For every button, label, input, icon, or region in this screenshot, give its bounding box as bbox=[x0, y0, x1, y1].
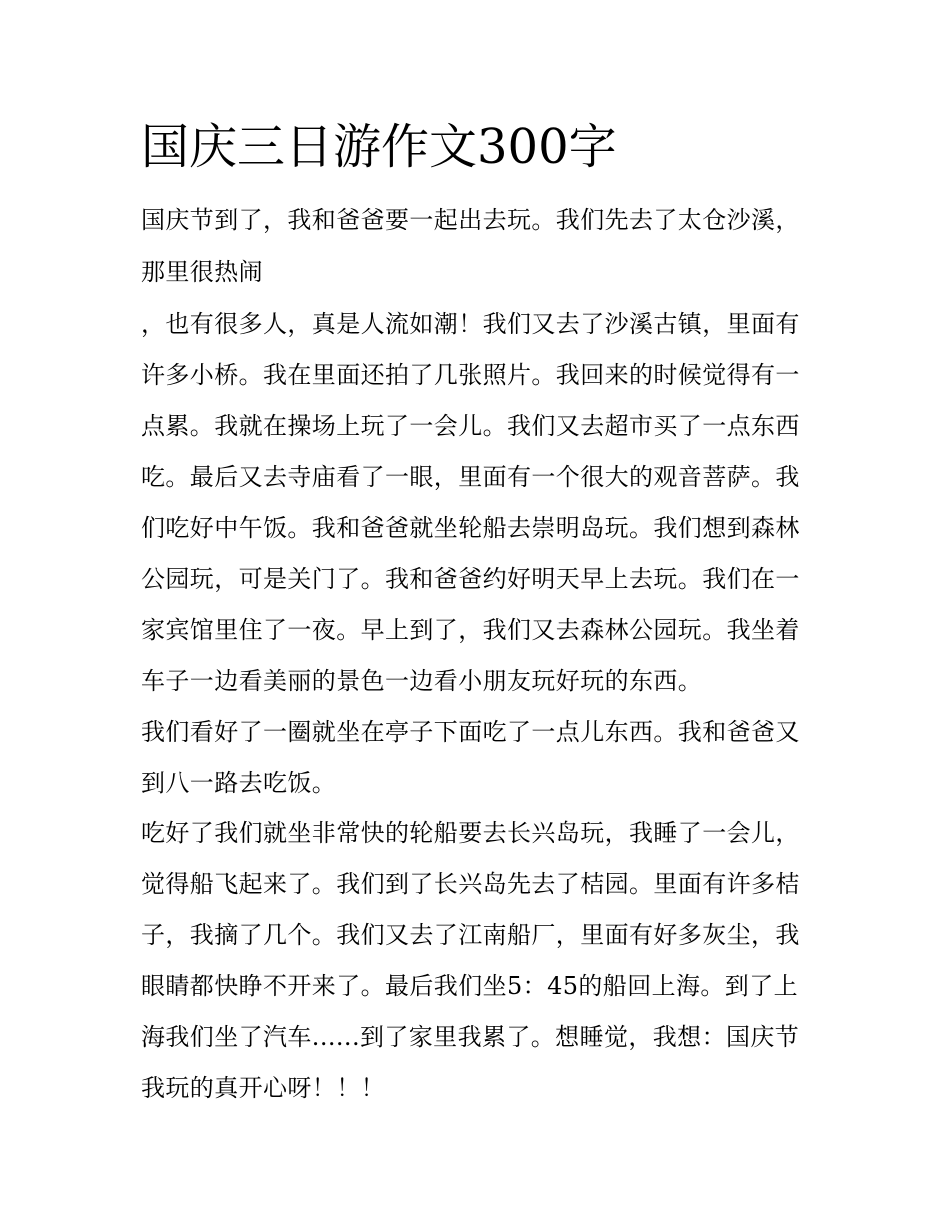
text-line: 我玩的真开心呀！！！ bbox=[141, 1074, 385, 1102]
text-line: 那里很热闹 bbox=[141, 258, 263, 286]
text-line: 家宾馆里住了一夜。早上到了，我们又去森林公园玩。我坐着 bbox=[141, 616, 800, 644]
text-line: 吃好了我们就坐非常快的轮船要去长兴岛玩，我睡了一会儿， bbox=[141, 819, 800, 847]
text-line: 吃。最后又去寺庙看了一眼，里面有一个很大的观音菩萨。我 bbox=[141, 463, 800, 491]
text-line: ，也有很多人，真是人流如潮！我们又去了沙溪古镇，里面有 bbox=[141, 310, 800, 338]
text-line: 国庆节到了，我和爸爸要一起出去玩。我们先去了太仓沙溪， bbox=[141, 206, 800, 234]
text-line: 眼睛都快睁不开来了。最后我们坐5：45的船回上海。到了上 bbox=[141, 972, 799, 1000]
text-line: 觉得船飞起来了。我们到了长兴岛先去了桔园。里面有许多桔 bbox=[141, 870, 800, 898]
text-line: 到八一路去吃饭。 bbox=[141, 769, 337, 797]
text-line: 许多小桥。我在里面还拍了几张照片。我回来的时候觉得有一 bbox=[141, 361, 800, 389]
text-line: 点累。我就在操场上玩了一会儿。我们又去超市买了一点东西 bbox=[141, 412, 800, 440]
page-title: 国庆三日游作文300字 bbox=[141, 119, 617, 175]
text-line: 子，我摘了几个。我们又去了江南船厂，里面有好多灰尘，我 bbox=[141, 921, 800, 949]
text-line: 车子一边看美丽的景色一边看小朋友玩好玩的东西。 bbox=[141, 667, 703, 695]
text-line: 们吃好中午饭。我和爸爸就坐轮船去崇明岛玩。我们想到森林 bbox=[141, 514, 800, 542]
text-line: 我们看好了一圈就坐在亭子下面吃了一点儿东西。我和爸爸又 bbox=[141, 718, 800, 746]
text-line: 海我们坐了汽车......到了家里我累了。想睡觉，我想：国庆节 bbox=[141, 1023, 800, 1051]
text-line: 公园玩，可是关门了。我和爸爸约好明天早上去玩。我们在一 bbox=[141, 565, 800, 593]
